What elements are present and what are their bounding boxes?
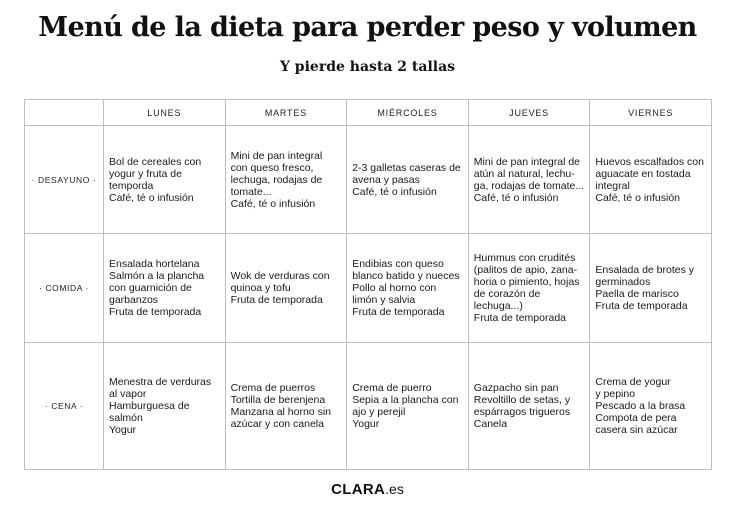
menu-cell-comida-jueves: Hummus con crudités (palitos de apio, zana- horia o pimiento, hojas de corazón de lechuga...) Fruta de temporada: [468, 234, 590, 343]
table-row-comida: [25, 234, 712, 343]
row-label-cena: · CENA ·: [25, 343, 104, 470]
menu-cell-cena-lunes: Menestra de verduras al vapor Hamburguesa de salmón Yogur: [104, 343, 226, 470]
row-label-desayuno: · DESAYUNO ·: [25, 126, 104, 234]
menu-cell-cena-miercoles: Crema de puerro Sepia a la plancha con ajo y perejil Yogur: [347, 343, 469, 470]
menu-cell-desayuno-viernes: Huevos escalfados con aguacate en tostada integral Café, té o infusión: [590, 126, 712, 234]
table-row-desayuno: [25, 126, 712, 234]
menu-cell-comida-miercoles: Endibias con queso blanco batido y nueces Pollo al horno con limón y salvia Fruta de temporada: [347, 234, 469, 343]
page-title: Menú de la dieta para perder peso y volumen: [38, 12, 697, 43]
menu-cell-cena-jueves: Gazpacho sin pan Revoltillo de setas, y espárragos trigueros Canela: [468, 343, 590, 470]
menu-cell-comida-viernes: Ensalada de brotes y germinados Paella de marisco Fruta de temporada: [590, 234, 712, 343]
menu-cell-desayuno-jueves: Mini de pan integral de atún al natural, lechu- ga, rodajas de tomate... Café, té o infusión: [468, 126, 590, 234]
logo-domain: .es: [385, 481, 404, 497]
corner-cell: [25, 100, 104, 126]
menu-cell-desayuno-martes: Mini de pan integral con queso fresco, lechuga, rodajas de tomate... Café, té o infusión: [225, 126, 347, 234]
clara-logo: [0, 481, 735, 498]
table-header-row: [25, 100, 712, 126]
row-label-comida: · COMIDA ·: [25, 234, 104, 343]
menu-cell-comida-martes: Wok de verduras con quinoa y tofu Fruta de temporada: [225, 234, 347, 343]
menu-cell-comida-lunes: Ensalada hortelana Salmón a la plancha con guarnición de garbanzos Fruta de temporada: [104, 234, 226, 343]
logo-brand: CLARA: [331, 481, 386, 498]
menu-cell-cena-viernes: Crema de yogur y pepino Pescado a la brasa Compota de pera casera sin azúcar: [590, 343, 712, 470]
page-subtitle: Y pierde hasta 2 tallas: [279, 59, 456, 75]
day-header-viernes: VIERNES: [590, 100, 712, 126]
day-header-martes: MARTES: [225, 100, 347, 126]
menu-cell-desayuno-miercoles: 2-3 galletas caseras de avena y pasas Café, té o infusión: [347, 126, 469, 234]
menu-cell-desayuno-lunes: Bol de cereales con yogur y fruta de temporda Café, té o infusión: [104, 126, 226, 234]
day-header-miercoles: MIÉRCOLES: [347, 100, 469, 126]
table-row-cena: [25, 343, 712, 470]
diet-menu-table: [24, 99, 712, 470]
menu-cell-cena-martes: Crema de puerros Tortilla de berenjena Manzana al horno sin azúcar y con canela: [225, 343, 347, 470]
day-header-lunes: LUNES: [104, 100, 226, 126]
day-header-jueves: JUEVES: [468, 100, 590, 126]
